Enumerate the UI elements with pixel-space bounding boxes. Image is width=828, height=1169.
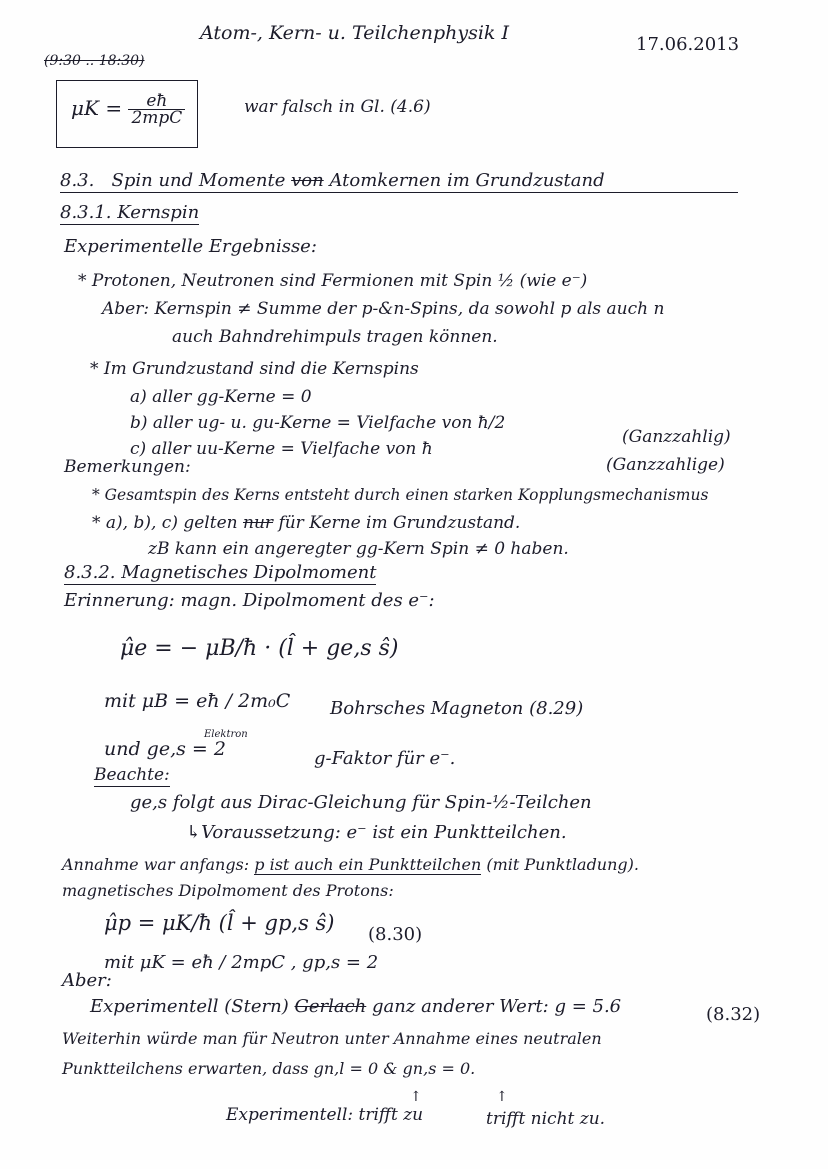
equals-sign: = [105,96,123,120]
remark-validity-struck: nur [243,513,274,533]
aber-label: Aber: [62,970,112,991]
magdip-line: magnetisches Dipolmoment des Protons: [62,881,394,900]
remark-validity [92,512,520,534]
recall-line: Erinnerung: magn. Dipolmoment des e⁻: [64,590,435,611]
correction-formula-box [56,80,198,148]
beachte-label: Beachte: [94,765,170,785]
item-b-note: (Ganzzahlig) [622,427,731,447]
equation-8-30: (8.30) [368,924,423,945]
item-c-note: (Ganzzahlige) [606,455,725,475]
bullet-kernspin-sum: Aber: Kernspin ≠ Summe der p-&n-Spins, da sowohl p als auch n [102,299,665,319]
item-c-uu: c) aller uu-Kerne = Vielfache von ħ [130,439,433,459]
annahme-pre: Annahme war anfangs: [62,855,250,874]
mu-k-def: mit μK = eħ / 2mpC , gp,s = 2 [104,952,379,973]
experiment-pre: Experimentell (Stern) [90,996,289,1017]
section-heading [60,170,738,193]
voraussetzung-line: ↳Voraussetzung: e⁻ ist ein Punktteilchen. [186,822,567,843]
remark-excited: zB kann ein angeregter gg-Kern Spin ≠ 0 haben. [148,539,569,559]
experiment-post: ganz anderer Wert: g = 5.6 [372,996,622,1017]
g-factor-label: g-Faktor für e⁻. [314,748,456,769]
fraction-numerator: eħ [128,93,185,110]
bullet-bahndrehimpuls: auch Bahndrehimpuls tragen können. [172,327,498,347]
bullet-grundzustand: * Im Grundzustand sind die Kernspins [90,359,419,379]
conclusion-trifft-nicht: trifft nicht zu. [486,1109,606,1129]
item-b-ug-gu: b) aller ug- u. gu-Kerne = Vielfache von ħ/2 [130,413,506,433]
remark-coupling: * Gesamtspin des Kerns entsteht durch einen starken Kopplungsmechanismus [92,486,709,504]
exp-results-heading: Experimentelle Ergebnisse: [64,236,317,257]
neutron-line-1: Weiterhin würde man für Neutron unter Annahme eines neutralen [62,1029,602,1048]
arrow-trifft: ↑ [410,1089,422,1105]
bohr-magneton-label: Bohrsches Magneton (8.29) [330,698,584,719]
dirac-line: ge,s folgt aus Dirac-Gleichung für Spin-½-Teilchen [130,792,592,813]
correction-fraction [128,93,185,126]
section-heading-pre: Spin und Momente [111,170,286,191]
remarks-heading: Bemerkungen: [64,457,191,477]
subsection-kernspin: 8.3.1. Kernspin [60,202,200,223]
annahme-underlined: p ist auch ein Punktteilchen [254,855,482,874]
remark-validity-pre: * a), b), c) gelten [92,513,238,533]
item-a-gg: a) aller gg-Kerne = 0 [130,387,312,407]
mu-k-symbol: μK [71,96,99,120]
annahme-line [62,854,639,876]
g-factor-def: und ge,s = 2 [104,738,226,760]
correction-formula [71,93,185,126]
bohr-magneton-def: mit μB = eħ / 2m₀C [104,690,291,712]
section-number: 8.3. [60,170,95,191]
equation-mu-e: μ̂e = − μB/ħ · (l̂ + ge,s ŝ) [120,636,399,661]
experiment-line [90,996,621,1018]
neutron-line-2: Punktteilchens erwarten, dass gn,l = 0 & gn,s = 0. [62,1059,476,1078]
fraction-denominator: 2mpC [131,108,183,128]
subsection-dipolmoment: 8.3.2. Magnetisches Dipolmoment [64,562,377,583]
remark-validity-post: für Kerne im Grundzustand. [278,513,521,533]
annahme-post: (mit Punktladung). [486,855,639,874]
lecture-date: 17.06.2013 [636,34,740,55]
elektron-annotation: Elektron [204,729,248,740]
equation-8-32: (8.32) [706,1004,761,1025]
lecture-title: Atom-, Kern- u. Teilchenphysik I [200,22,509,44]
experiment-struck: Gerlach [294,996,367,1017]
arrow-trifft-nicht: ↑ [496,1089,508,1105]
correction-note: war falsch in Gl. (4.6) [244,97,431,117]
section-heading-struck: von [291,170,324,191]
bullet-fermions: * Protonen, Neutronen sind Fermionen mit Spin ½ (wie e⁻) [78,271,588,291]
equation-mu-p: μ̂p = μK/ħ (l̂ + gp,s ŝ) [104,911,335,935]
struck-time: (9:30 .. 18:30) [44,53,145,69]
conclusion-trifft: Experimentell: trifft zu [226,1105,424,1125]
section-heading-post: Atomkernen im Grundzustand [329,170,605,191]
